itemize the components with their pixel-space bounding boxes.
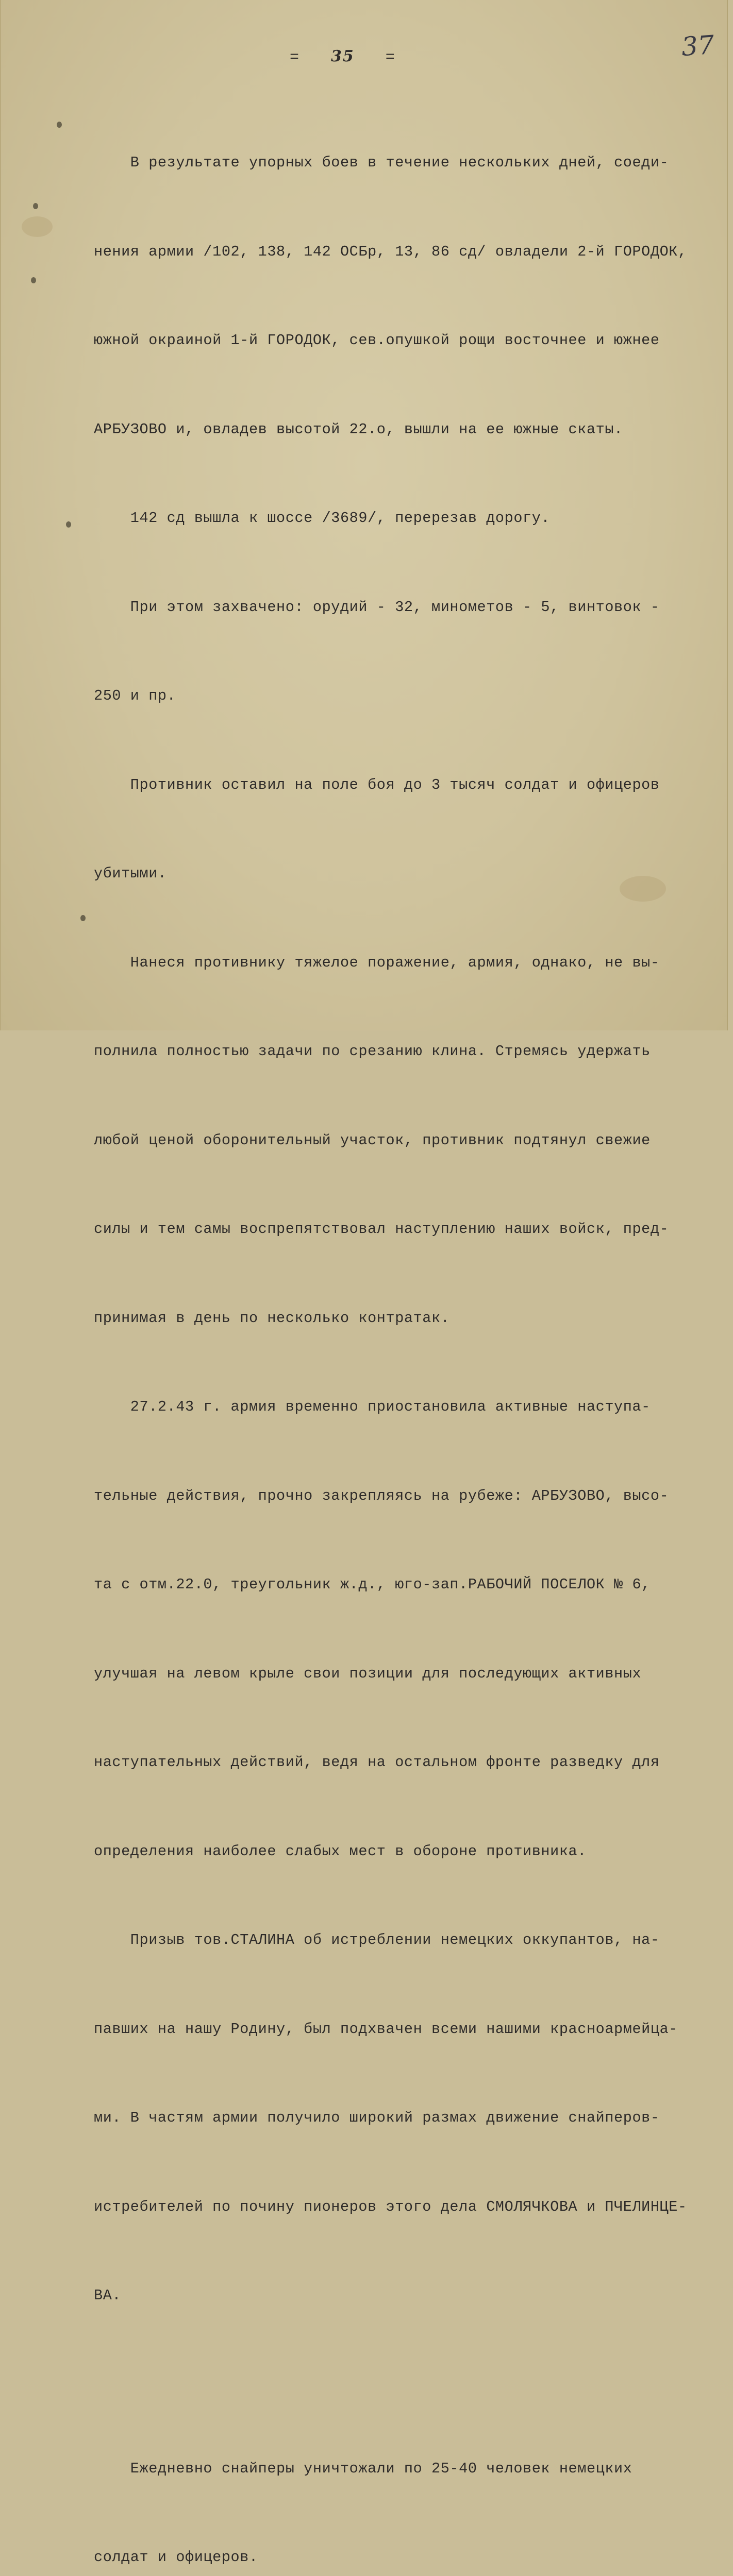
text-line: истребителей по почину пионеров этого дела СМОЛЯЧКОВА и ПЧЕЛИНЦЕ- <box>94 2198 687 2215</box>
text-line: наступательных действий, ведя на остальном фронте разведку для <box>94 1754 660 1771</box>
page-number-value: 35 <box>331 47 355 65</box>
text-line: 250 и пр. <box>94 687 176 704</box>
text-line: южной окраиной 1-й ГОРОДОК, сев.опушкой рощи восточнее и южнее <box>94 332 660 349</box>
text-line: нения армии /102, 138, 142 ОСБр, 13, 86 сд/ овладели 2-й ГОРОДОК, <box>94 243 687 260</box>
handwritten-archive-page-number: 37 <box>680 29 715 62</box>
text-line: Противник оставил на поле боя до 3 тысяч солдат и офицеров <box>94 776 660 793</box>
text-line: силы и тем самы воспрепятствовал наступлению наших войск, пред- <box>94 1221 669 1238</box>
text-line: определения наиболее слабых мест в обороне противника. <box>94 1842 587 1860</box>
paper-stain <box>22 216 53 237</box>
text-line: полнила полностью задачи по срезанию клина. Стремясь удержать <box>94 1043 651 1060</box>
paragraph-gap <box>94 2370 733 2395</box>
text-line: принимая в день по несколько контратак. <box>94 1309 450 1327</box>
text-line: ВА. <box>94 2287 122 2304</box>
text-line: павших на нашу Родину, был подхвачен всеми нашими красноармейца- <box>94 2020 678 2038</box>
typed-page-number <box>290 47 396 66</box>
typed-text-body <box>94 89 733 2576</box>
text-line: В результате упорных боев в течение нескольких дней, соеди- <box>94 154 669 171</box>
text-line: любой ценой оборонительный участок, противник подтянул свежие <box>94 1131 651 1149</box>
text-line: Нанеся противнику тяжелое поражение, армия, однако, не вы- <box>94 954 660 971</box>
text-line: При этом захвачено: орудий - 32, минометов - 5, винтовок - <box>94 598 660 616</box>
text-line: ми. В частям армии получило широкий размах движение снайперов- <box>94 2109 660 2126</box>
text-line: Ежедневно снайперы уничтожали по 25-40 человек немецких <box>94 2460 632 2477</box>
page-number-right-separator: = <box>385 49 396 66</box>
binding-hole <box>31 277 36 283</box>
binding-hole <box>33 203 38 209</box>
text-line: убитыми. <box>94 865 167 882</box>
text-line: 142 сд вышла к шоссе /3689/, перерезав дорогу. <box>94 510 551 527</box>
text-line: тельные действия, прочно закрепляясь на рубеже: АРБУЗОВО, высо- <box>94 1487 669 1504</box>
binding-hole <box>57 122 62 128</box>
text-line: 27.2.43 г. армия временно приостановила активные наступа- <box>94 1398 651 1415</box>
page-number-left-separator: = <box>290 49 301 66</box>
text-line: улучшая на левом крыле свои позиции для последующих активных <box>94 1665 642 1682</box>
text-line: та с отм.22.0, треугольник ж.д., юго-зап.РАБОЧИЙ ПОСЕЛОК № 6, <box>94 1576 651 1593</box>
text-line: Призыв тов.СТАЛИНА об истреблении немецких оккупантов, на- <box>94 1931 660 1948</box>
text-line: солдат и офицеров. <box>94 2549 258 2566</box>
binding-hole <box>80 915 86 921</box>
text-line: АРБУЗОВО и, овладев высотой 22.о, вышли на ее южные скаты. <box>94 420 623 438</box>
binding-hole <box>66 521 71 528</box>
